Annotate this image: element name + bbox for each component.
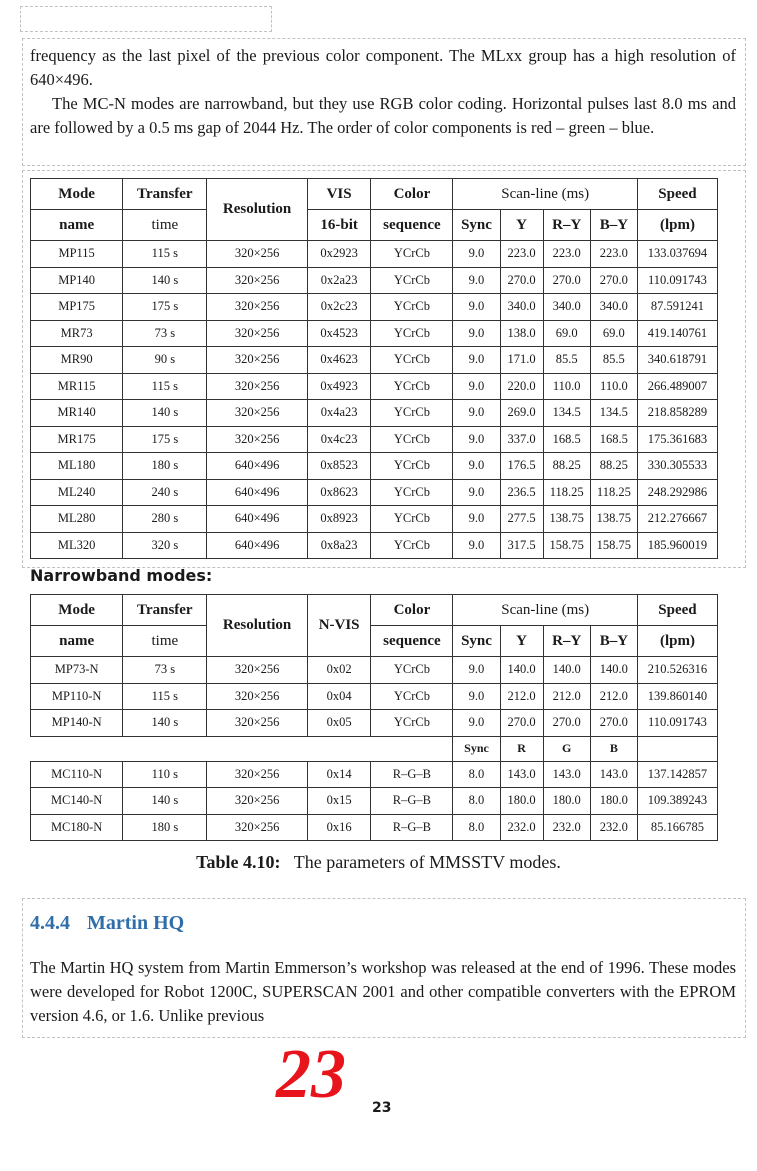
- intro-text-1: frequency as the last pixel of the previous color component. The MLxx group has a high resolution of 640×496.: [30, 46, 736, 89]
- table-cell: 9.0: [453, 241, 500, 268]
- table-cell: 110.091743: [637, 267, 717, 294]
- table-cell: MR115: [31, 373, 123, 400]
- table-cell: 0x16: [307, 814, 371, 841]
- table-row: [31, 400, 718, 427]
- table-cell: 143.0: [543, 761, 590, 788]
- table-cell: 158.75: [543, 532, 590, 559]
- table-cell: 158.75: [590, 532, 637, 559]
- table-cell: 210.526316: [637, 657, 717, 684]
- mmsstv-modes-table: [30, 178, 718, 559]
- intro-text-2: The MC-N modes are narrowband, but they use RGB color coding. Horizontal pulses last 8.0 ms and are followed by a 0.5 ms gap of 2044 Hz. The order of color components is red – green – blue.: [30, 94, 736, 137]
- table-cell: MP140: [31, 267, 123, 294]
- table-cell: 640×496: [207, 532, 307, 559]
- table-cell: MP115: [31, 241, 123, 268]
- table-body: [31, 241, 718, 559]
- table-cell: 8.0: [453, 788, 500, 815]
- table-cell: 134.5: [543, 400, 590, 427]
- table-row: [31, 320, 718, 347]
- table-cell: YCrCb: [371, 347, 453, 374]
- table-cell: YCrCb: [371, 453, 453, 480]
- header-speed-sub: (lpm): [637, 210, 717, 241]
- page-number-small: 23: [372, 1100, 392, 1116]
- table-cell: ML240: [31, 479, 123, 506]
- table-subheader-row: [31, 626, 718, 657]
- table-cell: 175.361683: [637, 426, 717, 453]
- table-cell: YCrCb: [371, 532, 453, 559]
- header-color: Color: [371, 179, 453, 210]
- header-by: B–Y: [590, 626, 637, 657]
- table-cell: 270.0: [500, 710, 543, 737]
- table-cell: 9.0: [453, 657, 500, 684]
- section-number: 4.4.4: [30, 912, 70, 934]
- table-cell: 0x05: [307, 710, 371, 737]
- table-cell: 0x2c23: [307, 294, 371, 321]
- table-cell: 140.0: [543, 657, 590, 684]
- table-row: [31, 426, 718, 453]
- table-cell: MR90: [31, 347, 123, 374]
- table-row: [31, 294, 718, 321]
- table-cell: 9.0: [453, 373, 500, 400]
- table-row: [31, 814, 718, 841]
- table-cell: 340.0: [590, 294, 637, 321]
- table-cell: R–G–B: [371, 814, 453, 841]
- table-row: [31, 761, 718, 788]
- table-cell: YCrCb: [371, 241, 453, 268]
- table-cell: 140 s: [123, 267, 207, 294]
- table-cell: 320×256: [207, 400, 307, 427]
- table-cell: 168.5: [543, 426, 590, 453]
- header-mode-sub: name: [31, 626, 123, 657]
- table-cell: 232.0: [500, 814, 543, 841]
- table-cell: 270.0: [590, 710, 637, 737]
- table-cell: 176.5: [500, 453, 543, 480]
- table-cell: 419.140761: [637, 320, 717, 347]
- table-cell: MP175: [31, 294, 123, 321]
- table-cell: 110.091743: [637, 710, 717, 737]
- narrowband-label: Narrowband modes:: [30, 566, 213, 585]
- table-cell: MR73: [31, 320, 123, 347]
- table-cell: MC140-N: [31, 788, 123, 815]
- table-cell: 88.25: [543, 453, 590, 480]
- header-color: Color: [371, 595, 453, 626]
- table-cell: 69.0: [543, 320, 590, 347]
- header-resolution: Resolution: [207, 179, 307, 241]
- subhead-r: R: [500, 736, 543, 761]
- table-cell: 320×256: [207, 267, 307, 294]
- table-cell: 0x8523: [307, 453, 371, 480]
- header-speed: Speed: [637, 179, 717, 210]
- table-row: [31, 506, 718, 533]
- table-cell: MC110-N: [31, 761, 123, 788]
- table-cell: 223.0: [590, 241, 637, 268]
- table-row: [31, 683, 718, 710]
- table-cell: 280 s: [123, 506, 207, 533]
- table-cell: 138.75: [590, 506, 637, 533]
- table-row: [31, 241, 718, 268]
- table-cell: YCrCb: [371, 506, 453, 533]
- table-cell: 232.0: [590, 814, 637, 841]
- table-cell: 330.305533: [637, 453, 717, 480]
- table-cell: 87.591241: [637, 294, 717, 321]
- table-cell: 137.142857: [637, 761, 717, 788]
- table-cell: 118.25: [590, 479, 637, 506]
- table-row: [31, 373, 718, 400]
- header-ry: R–Y: [543, 626, 590, 657]
- header-vis: VIS: [307, 179, 371, 210]
- table-subheader-row: [31, 210, 718, 241]
- caption-text: The parameters of MMSSTV modes.: [293, 852, 561, 872]
- table-cell: 212.276667: [637, 506, 717, 533]
- table-cell: 317.5: [500, 532, 543, 559]
- table-cell: 0x02: [307, 657, 371, 684]
- table-cell: 270.0: [543, 710, 590, 737]
- table-row: [31, 479, 718, 506]
- table-cell: 320×256: [207, 761, 307, 788]
- table-cell: 9.0: [453, 532, 500, 559]
- table-caption: [0, 852, 757, 873]
- table-cell: 212.0: [543, 683, 590, 710]
- table-cell: 9.0: [453, 453, 500, 480]
- header-speed-sub: (lpm): [637, 626, 717, 657]
- table-cell: YCrCb: [371, 267, 453, 294]
- table-cell: 320×256: [207, 347, 307, 374]
- table-cell: 85.166785: [637, 814, 717, 841]
- table-cell: 180.0: [590, 788, 637, 815]
- blank-cell: [637, 736, 717, 761]
- table-cell: 340.618791: [637, 347, 717, 374]
- table-cell: 140.0: [590, 657, 637, 684]
- table-cell: 320×256: [207, 788, 307, 815]
- table-cell: 0x2a23: [307, 267, 371, 294]
- table-cell: ML280: [31, 506, 123, 533]
- table-cell: 232.0: [543, 814, 590, 841]
- table-header-row: [31, 179, 718, 210]
- table-cell: 0x15: [307, 788, 371, 815]
- table-cell: 9.0: [453, 683, 500, 710]
- table-row: [31, 532, 718, 559]
- table-row: [31, 657, 718, 684]
- table-cell: 248.292986: [637, 479, 717, 506]
- table-cell: 320×256: [207, 320, 307, 347]
- table-cell: 110.0: [543, 373, 590, 400]
- table-cell: 134.5: [590, 400, 637, 427]
- table-cell: 143.0: [590, 761, 637, 788]
- table-cell: 0x8623: [307, 479, 371, 506]
- table-cell: YCrCb: [371, 710, 453, 737]
- table-cell: 320×256: [207, 426, 307, 453]
- table-cell: 9.0: [453, 710, 500, 737]
- table-cell: 171.0: [500, 347, 543, 374]
- table-cell: 180 s: [123, 814, 207, 841]
- table-cell: 0x8a23: [307, 532, 371, 559]
- table-row: [31, 267, 718, 294]
- table-cell: 73 s: [123, 657, 207, 684]
- table-cell: YCrCb: [371, 657, 453, 684]
- subhead-b: B: [590, 736, 637, 761]
- header-scan-line: Scan-line (ms): [453, 179, 638, 210]
- table-cell: MR140: [31, 400, 123, 427]
- table-cell: 223.0: [543, 241, 590, 268]
- table-cell: 115 s: [123, 241, 207, 268]
- table-cell: 212.0: [590, 683, 637, 710]
- table-cell: 0x8923: [307, 506, 371, 533]
- table-cell: 320×256: [207, 814, 307, 841]
- table-cell: 138.0: [500, 320, 543, 347]
- table-cell: 9.0: [453, 347, 500, 374]
- table-cell: 270.0: [590, 267, 637, 294]
- table-cell: MR175: [31, 426, 123, 453]
- table-cell: R–G–B: [371, 788, 453, 815]
- table-cell: 320×256: [207, 373, 307, 400]
- table-body: [31, 657, 718, 841]
- table-cell: YCrCb: [371, 400, 453, 427]
- table-cell: 0x04: [307, 683, 371, 710]
- table-cell: 110.0: [590, 373, 637, 400]
- table-cell: R–G–B: [371, 761, 453, 788]
- header-sync: Sync: [453, 626, 500, 657]
- intro-paragraph-1: [30, 44, 736, 92]
- table-cell: 340.0: [543, 294, 590, 321]
- table-cell: 218.858289: [637, 400, 717, 427]
- table-cell: 337.0: [500, 426, 543, 453]
- header-color-sub: sequence: [371, 210, 453, 241]
- table-cell: 73 s: [123, 320, 207, 347]
- table-cell: 0x14: [307, 761, 371, 788]
- table-cell: YCrCb: [371, 683, 453, 710]
- table-row: [31, 710, 718, 737]
- table-cell: 115 s: [123, 373, 207, 400]
- table-cell: 8.0: [453, 761, 500, 788]
- table-cell: 269.0: [500, 400, 543, 427]
- table-cell: 0x4923: [307, 373, 371, 400]
- rgb-subheader-row: [31, 736, 718, 761]
- table-row: [31, 453, 718, 480]
- table-cell: 140.0: [500, 657, 543, 684]
- table-cell: 88.25: [590, 453, 637, 480]
- table-cell: 180 s: [123, 453, 207, 480]
- table-cell: MP140-N: [31, 710, 123, 737]
- table-cell: MP73-N: [31, 657, 123, 684]
- table-cell: 9.0: [453, 320, 500, 347]
- table-cell: 118.25: [543, 479, 590, 506]
- table-row: [31, 347, 718, 374]
- header-color-sub: sequence: [371, 626, 453, 657]
- table-cell: 220.0: [500, 373, 543, 400]
- table-cell: 69.0: [590, 320, 637, 347]
- table-cell: 240 s: [123, 479, 207, 506]
- blank-cell: [31, 736, 453, 761]
- caption-label: Table 4.10:: [196, 852, 281, 872]
- table-cell: 185.960019: [637, 532, 717, 559]
- page-number-large: 23: [276, 1036, 346, 1113]
- table-cell: 340.0: [500, 294, 543, 321]
- header-sync: Sync: [453, 210, 500, 241]
- table-cell: 8.0: [453, 814, 500, 841]
- header-mode: Mode: [31, 179, 123, 210]
- table-cell: 180.0: [543, 788, 590, 815]
- table-cell: 0x4c23: [307, 426, 371, 453]
- table-header-row: [31, 595, 718, 626]
- table-cell: 9.0: [453, 506, 500, 533]
- table-cell: 175 s: [123, 426, 207, 453]
- header-transfer-sub: time: [123, 626, 207, 657]
- header-by: B–Y: [590, 210, 637, 241]
- table-cell: 180.0: [500, 788, 543, 815]
- table-cell: 320×256: [207, 683, 307, 710]
- narrowband-modes-table: [30, 594, 718, 841]
- table-cell: 212.0: [500, 683, 543, 710]
- table-cell: 140 s: [123, 710, 207, 737]
- table-cell: 138.75: [543, 506, 590, 533]
- table-cell: ML180: [31, 453, 123, 480]
- section-paragraph: [30, 956, 736, 1028]
- table-cell: 168.5: [590, 426, 637, 453]
- layout-guide-top: [20, 6, 272, 32]
- table-cell: 277.5: [500, 506, 543, 533]
- table-cell: 640×496: [207, 453, 307, 480]
- table-cell: 223.0: [500, 241, 543, 268]
- table-cell: 115 s: [123, 683, 207, 710]
- table-cell: 143.0: [500, 761, 543, 788]
- table-cell: YCrCb: [371, 479, 453, 506]
- table-cell: 0x4523: [307, 320, 371, 347]
- table-cell: MC180-N: [31, 814, 123, 841]
- table-row: [31, 788, 718, 815]
- table-cell: 0x4a23: [307, 400, 371, 427]
- table-cell: 0x4623: [307, 347, 371, 374]
- table-cell: 9.0: [453, 400, 500, 427]
- table-cell: 109.389243: [637, 788, 717, 815]
- table-cell: ML320: [31, 532, 123, 559]
- section-title: Martin HQ: [87, 912, 185, 934]
- table-cell: 175 s: [123, 294, 207, 321]
- table-cell: 9.0: [453, 426, 500, 453]
- header-y: Y: [500, 210, 543, 241]
- table-cell: 270.0: [500, 267, 543, 294]
- header-vis-sub: 16-bit: [307, 210, 371, 241]
- table-cell: 140 s: [123, 400, 207, 427]
- table-cell: YCrCb: [371, 426, 453, 453]
- header-nvis: N-VIS: [307, 595, 371, 657]
- intro-paragraph-2: [30, 92, 736, 140]
- header-speed: Speed: [637, 595, 717, 626]
- header-transfer-sub: time: [123, 210, 207, 241]
- table-cell: 270.0: [543, 267, 590, 294]
- table-cell: 266.489007: [637, 373, 717, 400]
- table-cell: 85.5: [590, 347, 637, 374]
- table-cell: 320×256: [207, 710, 307, 737]
- table-cell: 90 s: [123, 347, 207, 374]
- table-cell: 9.0: [453, 294, 500, 321]
- section-heading: [30, 912, 184, 935]
- header-transfer: Transfer: [123, 179, 207, 210]
- table-cell: 320 s: [123, 532, 207, 559]
- table-cell: 320×256: [207, 294, 307, 321]
- header-transfer: Transfer: [123, 595, 207, 626]
- header-ry: R–Y: [543, 210, 590, 241]
- subhead-sync: Sync: [453, 736, 500, 761]
- table-cell: 133.037694: [637, 241, 717, 268]
- table-cell: 320×256: [207, 657, 307, 684]
- table-cell: 236.5: [500, 479, 543, 506]
- table-cell: 85.5: [543, 347, 590, 374]
- table-cell: YCrCb: [371, 373, 453, 400]
- table-cell: MP110-N: [31, 683, 123, 710]
- table-cell: 9.0: [453, 267, 500, 294]
- header-scan-line: Scan-line (ms): [453, 595, 638, 626]
- table-cell: 320×256: [207, 241, 307, 268]
- table-cell: 140 s: [123, 788, 207, 815]
- header-y: Y: [500, 626, 543, 657]
- table-cell: 640×496: [207, 479, 307, 506]
- table-cell: 139.860140: [637, 683, 717, 710]
- header-mode: Mode: [31, 595, 123, 626]
- subhead-g: G: [543, 736, 590, 761]
- table-cell: YCrCb: [371, 294, 453, 321]
- table-cell: 640×496: [207, 506, 307, 533]
- table-cell: 110 s: [123, 761, 207, 788]
- header-mode-sub: name: [31, 210, 123, 241]
- section-text: The Martin HQ system from Martin Emmerson’s workshop was released at the end of 1996. These modes were developed for Robot 1200C, SUPERSCAN 2001 and other compatible converters with the EPROM version 4.6, or 1.6. Unlike previous: [30, 958, 736, 1025]
- table-cell: 0x2923: [307, 241, 371, 268]
- table-cell: YCrCb: [371, 320, 453, 347]
- header-resolution: Resolution: [207, 595, 307, 657]
- table-cell: 9.0: [453, 479, 500, 506]
